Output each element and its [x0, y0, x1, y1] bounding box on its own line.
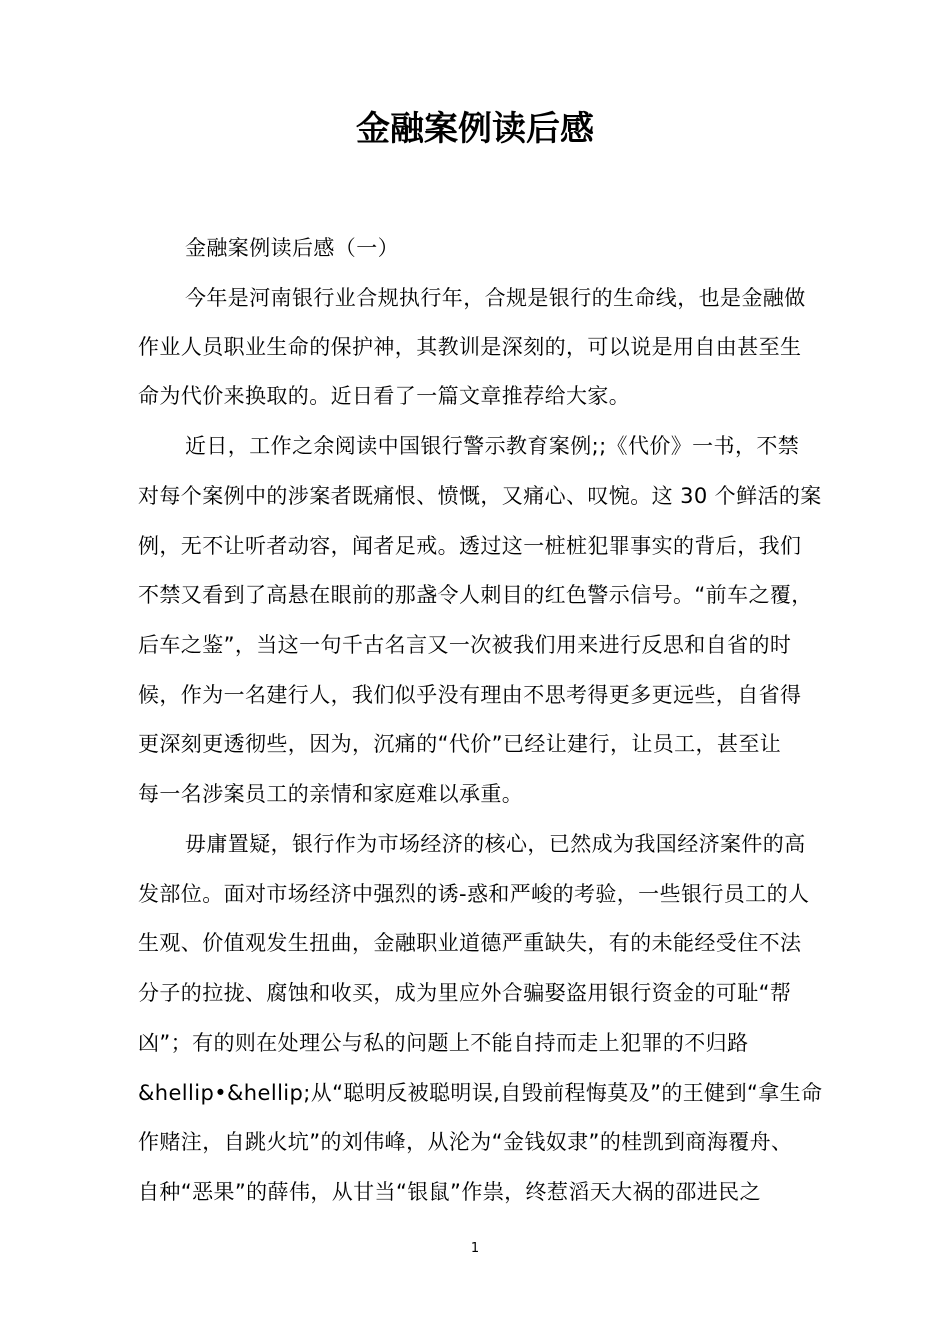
- text-line: 不禁又看到了高悬在眼前的那盏令人刺目的红色警示信号。“前车之覆，: [138, 583, 813, 607]
- text-line: 例，无不让听者动容，闻者足戒。透过这一桩桩犯罪事实的背后，我们: [138, 534, 802, 558]
- text-line: 凶”；有的则在处理公与私的问题上不能自持而走上犯罪的不归路: [138, 1031, 749, 1055]
- text-line: 后车之鉴”，当这一句千古名言又一次被我们用来进行反思和自省的时: [138, 633, 792, 657]
- text-line: 作赌注，自跳火坑”的刘伟峰，从沦为“金钱奴隶”的桂凯到商海覆舟、: [138, 1130, 793, 1154]
- page-title: 金融案例读后感: [356, 109, 594, 149]
- text-line: 自种“恶果”的薛伟，从甘当“银鼠”作祟，终惹滔天大祸的邵进民之: [138, 1180, 761, 1204]
- text-line: 分子的拉拢、腐蚀和收买，成为里应外合骗娶盗用银行资金的可耻“帮: [138, 981, 792, 1005]
- text-line: 作业人员职业生命的保护神，其教训是深刻的，可以说是用自由甚至生: [138, 335, 802, 359]
- text-line: 毋庸置疑，银行作为市场经济的核心，已然成为我国经济案件的高: [185, 832, 806, 856]
- text-line: 生观、价值观发生扭曲，金融职业道德严重缺失，有的未能经受住不法: [138, 931, 802, 955]
- text-line: 更深刻更透彻些，因为，沉痛的“代价”已经让建行，让员工，甚至让: [138, 732, 782, 756]
- text-line: 候，作为一名建行人，我们似乎没有理由不思考得更多更远些，自省得: [138, 683, 802, 707]
- text-line: 今年是河南银行业合规执行年，合规是银行的生命线，也是金融做: [185, 286, 806, 310]
- text-line: 每一名涉案员工的亲情和家庭难以承重。: [138, 782, 524, 806]
- page-number: 1: [470, 1241, 480, 1256]
- text-line: &hellip•&hellip;从“聪明反被聪明误,自毁前程悔莫及”的王健到“拿生命: [138, 1081, 823, 1105]
- section-heading: 金融案例读后感（一）: [185, 236, 399, 260]
- text-line: 命为代价来换取的。近日看了一篇文章推荐给大家。: [138, 384, 631, 408]
- text-line: 发部位。面对市场经济中强烈的诱-惑和严峻的考验，一些银行员工的人: [138, 882, 810, 906]
- text-line: 近日，工作之余阅读中国银行警示教育案例;;《代价》一书，不禁: [185, 434, 800, 458]
- text-line: 对每个案例中的涉案者既痛恨、愤慨，又痛心、叹惋。这 30 个鲜活的案: [138, 484, 822, 508]
